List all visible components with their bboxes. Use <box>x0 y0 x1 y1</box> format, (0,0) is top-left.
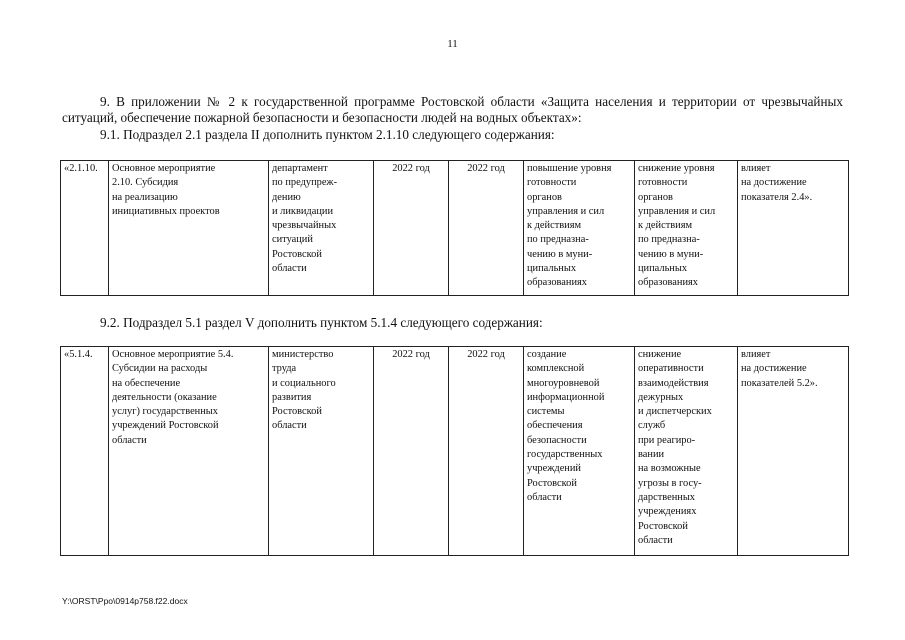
cell-event-name: Основное мероприятие 2.10. Субсидия на реализацию инициативных проектов <box>109 161 269 296</box>
cell-consequences: снижение оперативности взаимодействия дежурных и диспетчерских служб при реагиро- вании на возможные угрозы в госу- дарственных учреждениях Ростовской области <box>635 347 738 556</box>
intro-paragraph: 9. В приложении № 2 к государственной программе Ростовской области «Защита населения и территории от чрезвычайных ситуаций, обеспечение пожарной безопасности и безопасности людей на водных объектах»: <box>62 94 843 125</box>
table-row <box>61 161 849 296</box>
cell-event-name: Основное мероприятие 5.4. Субсидии на расходы на обеспечение деятельности (оказание услуг) государственных учреждений Ростовской области <box>109 347 269 556</box>
file-path-footer: Y:\ORST\Ppo\0914p758.f22.docx <box>62 596 188 606</box>
item-9-1-paragraph: 9.1. Подраздел 2.1 раздела II дополнить пунктом 2.1.10 следующего содержания: <box>100 127 555 142</box>
cell-expected-result: создание комплексной многоуровневой информационной системы обеспечения безопасности государственных учреждений Ростовской области <box>524 347 635 556</box>
cell-start-year: 2022 год <box>374 161 449 296</box>
cell-number: «2.1.10. <box>61 161 109 296</box>
table-row <box>61 347 849 556</box>
cell-expected-result: повышение уровня готовности органов управления и сил к действиям по предназна- чению в муни- ципальных образованиях <box>524 161 635 296</box>
table-5-1-4 <box>60 346 849 556</box>
cell-consequences: снижение уровня готовности органов управления и сил к действиям по предназна- чению в муни- ципальных образованиях <box>635 161 738 296</box>
item-9-2-paragraph: 9.2. Подраздел 5.1 раздел V дополнить пунктом 5.1.4 следующего содержания: <box>100 315 543 330</box>
cell-indicator-link: влияет на достижение показателей 5.2». <box>738 347 849 556</box>
cell-end-year: 2022 год <box>449 347 524 556</box>
cell-indicator-link: влияет на достижение показателя 2.4». <box>738 161 849 296</box>
cell-end-year: 2022 год <box>449 161 524 296</box>
cell-number: «5.1.4. <box>61 347 109 556</box>
table-2-1-10 <box>60 160 849 296</box>
cell-executor: министерство труда и социального развития Ростовской области <box>269 347 374 556</box>
cell-start-year: 2022 год <box>374 347 449 556</box>
page-number: 11 <box>447 38 458 50</box>
cell-executor: департамент по предупреж- дению и ликвидации чрезвычайных ситуаций Ростовской области <box>269 161 374 296</box>
